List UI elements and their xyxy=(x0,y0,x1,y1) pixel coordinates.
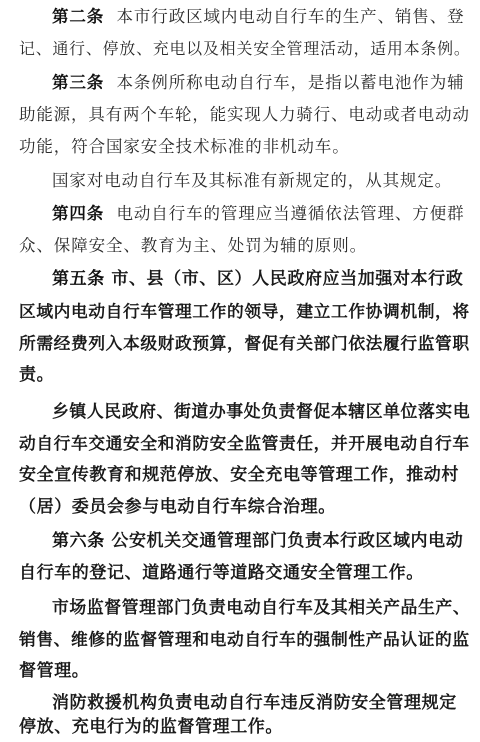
paragraph-line: 消防救援机构负责电动自行车违反消防安全管理规定 xyxy=(52,693,457,713)
paragraph-line: 责。 xyxy=(19,365,55,385)
paragraph-line: 市场监督管理部门负责电动自行车及其相关产品生产、 xyxy=(52,597,471,617)
paragraph-line: 自行车的登记、道路通行等道路交通安全管理工作。 xyxy=(19,563,424,583)
paragraph-line: 动自行车交通安全和消防安全监管责任，并开展电动自行车 xyxy=(19,433,470,453)
paragraph-line: 第三条 本条例所称电动自行车，是指以蓄电池作为辅 xyxy=(52,73,465,92)
paragraph-line: 第五条 市、县（市、区）人民政府应当加强对本行政 xyxy=(52,269,464,289)
paragraph-line: 停放、充电行为的监督管理工作。 xyxy=(19,717,283,737)
paragraph-line: 第六条 公安机关交通管理部门负责本行政区域内电动 xyxy=(52,531,464,551)
paragraph-line: 记、通行、停放、充电以及相关安全管理活动，适用本条例。 xyxy=(19,39,471,58)
paragraph-line: 安全宣传教育和规范停放、安全充电等管理工作，推动村 xyxy=(19,465,459,485)
paragraph-line: 区域内电动自行车管理工作的领导，建立工作协调机制，将 xyxy=(19,301,470,321)
paragraph-line: 助能源，具有两个车轮，能实现人力骑行、电动或者电动动 xyxy=(19,105,470,124)
paragraph-line: 乡镇人民政府、街道办事处负责督促本辖区单位落实电 xyxy=(52,401,471,421)
article-heading: 第二条 xyxy=(52,7,105,26)
article-heading: 第四条 xyxy=(52,204,105,223)
paragraph-line: 国家对电动自行车及其标准有新规定的，从其规定。 xyxy=(52,171,453,190)
paragraph-line: 督管理。 xyxy=(19,661,90,681)
paragraph-line: 功能，符合国家安全技术标准的非机动车。 xyxy=(19,137,350,156)
article-heading: 第三条 xyxy=(52,73,105,92)
paragraph-line: （居）委员会参与电动自行车综合治理。 xyxy=(19,497,336,517)
paragraph-line: 所需经费列入本级财政预算，督促有关部门依法履行监管职 xyxy=(19,333,470,353)
article-heading: 第五条 xyxy=(52,269,105,289)
paragraph-line: 众、保障安全、教育为主、处罚为辅的原则。 xyxy=(19,236,367,255)
paragraph-line: 第二条 本市行政区域内电动自行车的生产、销售、登 xyxy=(52,7,465,26)
paragraph-line: 第四条 电动自行车的管理应当遵循依法管理、方便群 xyxy=(52,204,465,223)
article-heading: 第六条 xyxy=(52,531,105,551)
paragraph-line: 销售、维修的监督管理和电动自行车的强制性产品认证的监 xyxy=(19,629,470,649)
